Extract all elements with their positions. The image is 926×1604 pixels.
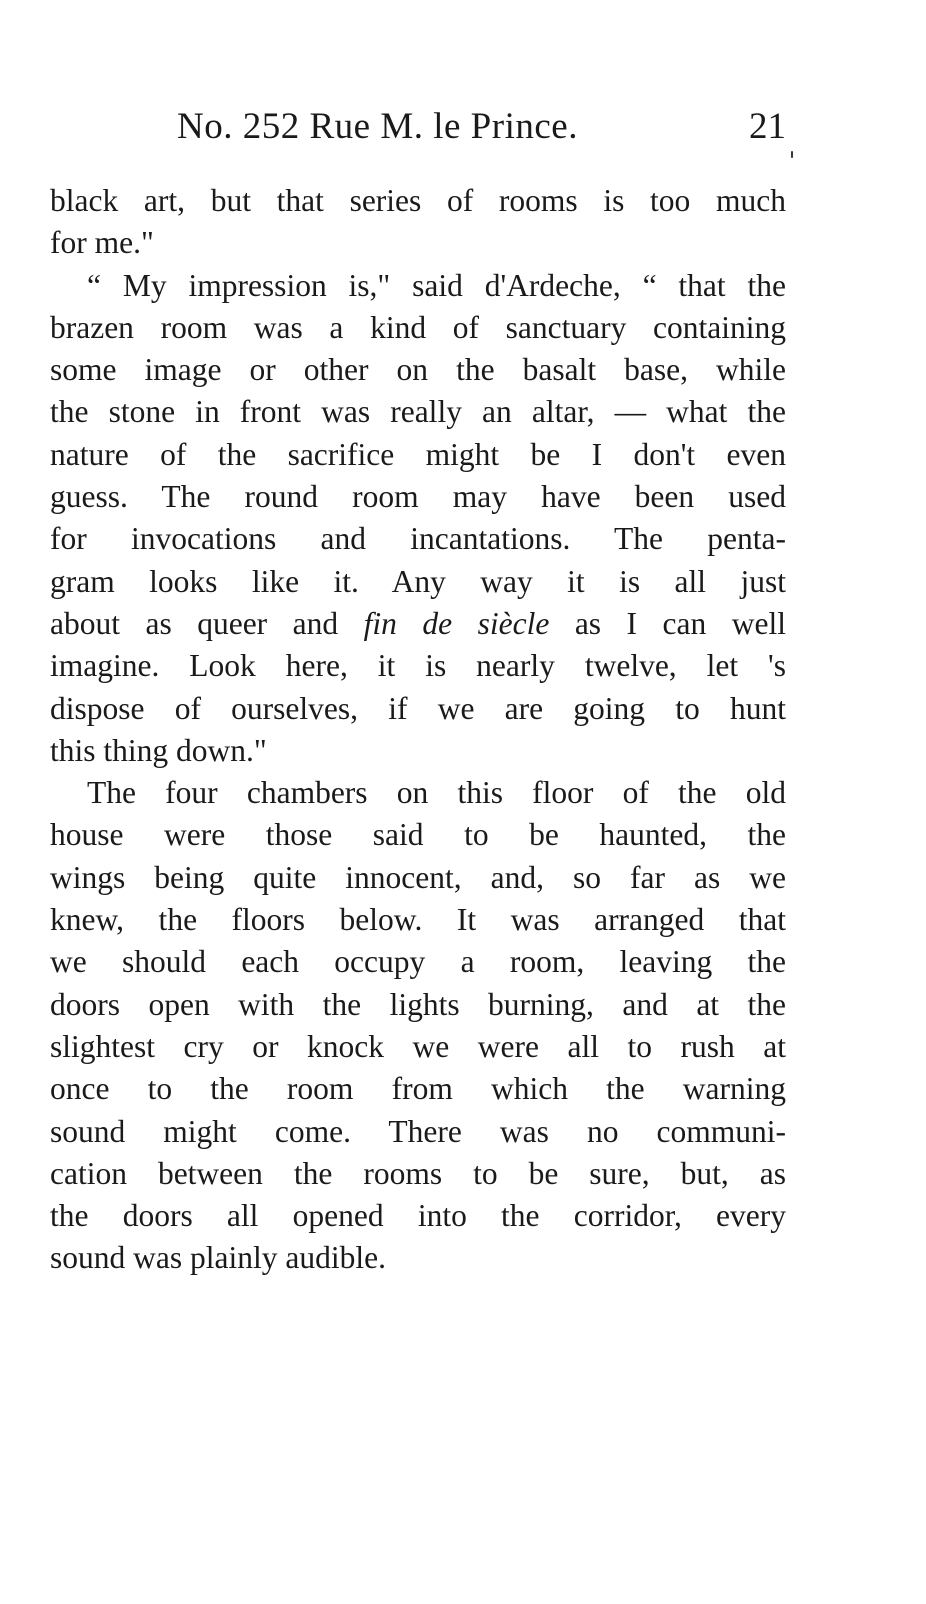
text-line: the stone in front was really an altar, — what the <box>50 394 786 430</box>
italic-phrase: fin de siècle <box>363 605 550 641</box>
text-line: some image or other on the basalt base, while <box>50 352 786 388</box>
text-line: once to the room from which the warning <box>50 1071 786 1107</box>
text-line: gram looks like it. Any way it is all just <box>50 563 786 599</box>
text-line: knew, the floors below. It was arranged that <box>50 902 786 938</box>
text-line: nature of the sacrifice might be I don't even <box>50 436 786 472</box>
text-line: sound was plainly audible. <box>50 1240 386 1276</box>
text-line: guess. The round room may have been used <box>50 479 786 515</box>
text-line: this thing down." <box>50 732 267 768</box>
text-line: brazen room was a kind of sanctuary containing <box>50 309 786 345</box>
text-line: for me." <box>50 225 154 261</box>
text-line: the doors all opened into the corridor, every <box>50 1198 786 1234</box>
text-line: doors open with the lights burning, and at the <box>50 986 786 1022</box>
text-line: imagine. Look here, it is nearly twelve, let 's <box>50 648 786 684</box>
text-line-with-italic <box>50 603 786 645</box>
text-line: for invocations and incantations. The penta- <box>50 521 786 557</box>
text-segment: as I can well <box>549 605 786 641</box>
text-segment: about as queer and <box>50 605 364 641</box>
text-line: wings being quite innocent, and, so far as we <box>50 859 786 895</box>
text-line: slightest cry or knock we were all to rush at <box>50 1028 786 1064</box>
text-line: black art, but that series of rooms is too much <box>50 183 786 218</box>
body-text <box>50 180 786 1280</box>
paragraph-first-line: “ My impression is," said d'Ardeche, “ that the <box>87 267 786 303</box>
print-speck <box>791 151 793 158</box>
text-line: cation between the rooms to be sure, but, as <box>50 1155 786 1191</box>
page-number: 21 <box>749 106 786 147</box>
running-title: No. 252 Rue M. le Prince. <box>177 106 578 147</box>
text-line: dispose of ourselves, if we are going to hunt <box>50 690 786 726</box>
text-line: we should each occupy a room, leaving the <box>50 944 786 980</box>
running-header <box>50 98 788 156</box>
text-line: sound might come. There was no communi- <box>50 1113 786 1149</box>
paragraph-first-line: The four chambers on this floor of the old <box>87 775 786 811</box>
text-line: house were those said to be haunted, the <box>50 817 786 853</box>
